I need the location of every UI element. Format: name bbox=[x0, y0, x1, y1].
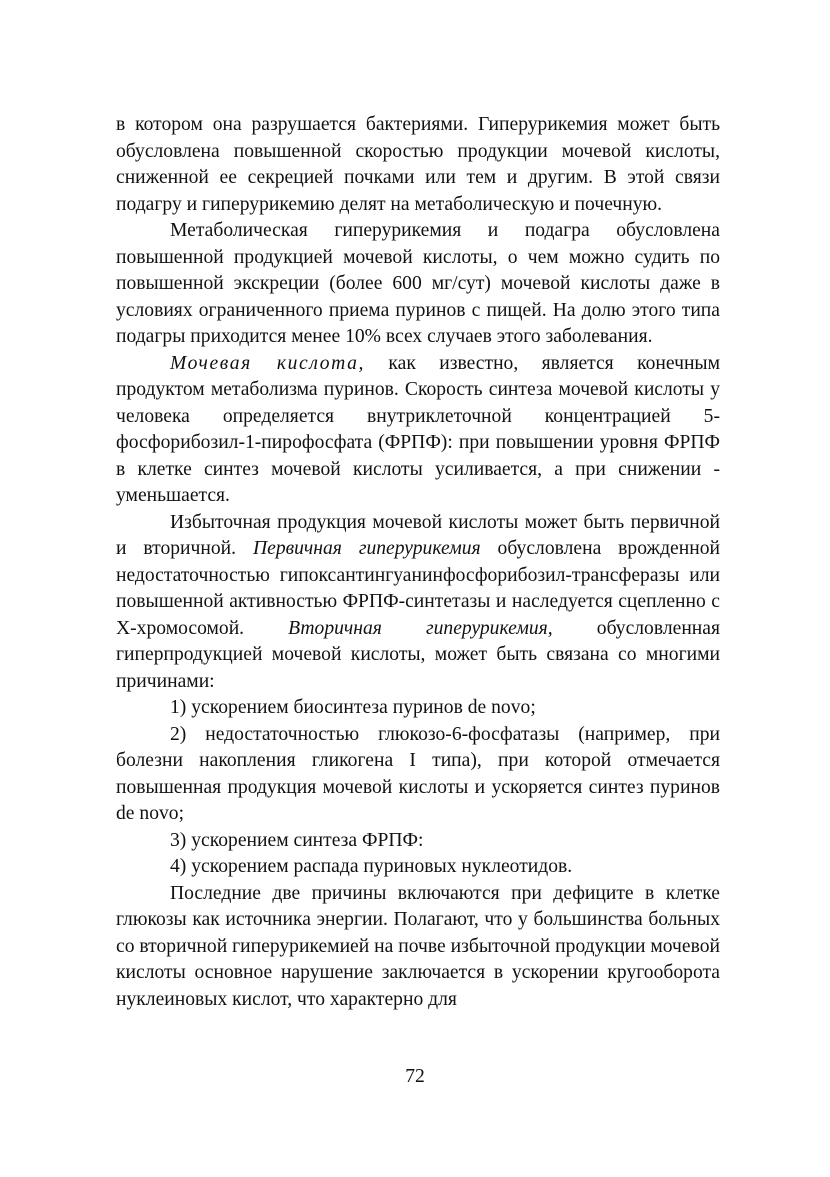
paragraph-4-text-c: обусловленная гиперпродукцией мочевой кислоты, может быть связана со многими причинами: bbox=[116, 617, 721, 692]
paragraph-4-text-b: обусловлена врожденной недостаточностью гипоксантингуанинфосфорибозил-трансферазы или повышенной активностью ФРПФ-синтетазы и наследуется сцепленно с Х-хромосомой. bbox=[116, 538, 720, 639]
paragraph-4-text-a: Избыточная продукция мочевой кислоты может быть первичной и вторичной. bbox=[116, 511, 720, 559]
paragraph-2: Метаболическая гиперурикемия и подагра обусловлена повышенной продукцией мочевой кислоты, о чем можно судить по повышенной экскреции (более 600 мг/сут) мочевой кислоты даже в условиях ограниченного приема пуринов с пищей. На долю этого типа подагры приходится менее 10% всех случаев этого заболевания. bbox=[116, 220, 720, 347]
paragraph-5: Последние две причины включаются при дефиците в клетке глюкозы как источника энергии. Полагают, что у большинства больных со вторичной гиперурикемией на почве избыточной продукции мочевой кислоты основное нарушение заключается в ускорении кругооборота нуклеиновых кислот, что характерно для bbox=[116, 882, 720, 1010]
list-item-4: 4) ускорением распада пуриновых нуклеотидов. bbox=[170, 856, 573, 877]
paragraph-4 bbox=[116, 510, 720, 696]
term-primary-hyperuricemia: Первичная гиперурикемия bbox=[252, 538, 481, 559]
term-secondary-hyperuricemia: Вторичная гиперурикемия, bbox=[288, 617, 553, 639]
term-uric-acid: Мочевая кислота, bbox=[170, 352, 365, 374]
paragraph-1: в котором она разрушается бактериями. Гиперурикемия может быть обусловлена повышенной скоростью продукции мочевой кислоты, сниженной ее секрецией почками или тем и другим. В этой связи подагру и гиперурикемию делят на метаболическую и почечную. bbox=[116, 114, 720, 215]
paragraph-3 bbox=[116, 351, 720, 510]
page-number: 72 bbox=[405, 1066, 425, 1087]
list-item-2: 2) недостаточностью глюкозо-6-фосфатазы (например, при болезни накопления гликогена I типа), при которой отмечается повышенная продукция мочевой кислоты и ускоряется синтез пуринов de novo; bbox=[116, 723, 720, 824]
paragraph-3-text: как известно, является конечным продуктом метаболизма пуринов. Скорость синтеза мочевой кислоты у человека определяется внутриклеточной концентрацией 5-фосфорибозил-1-пирофосфата (ФРПФ): при повышении уровня ФРПФ в клетке синтез мочевой кислоты усиливается, а при снижении - уменьшается. bbox=[116, 352, 720, 506]
body-text bbox=[116, 112, 720, 1013]
list-item-3: 3) ускорением синтеза ФРПФ: bbox=[170, 829, 424, 851]
list-item-1: 1) ускорением биосинтеза пуринов de novo; bbox=[170, 697, 536, 718]
